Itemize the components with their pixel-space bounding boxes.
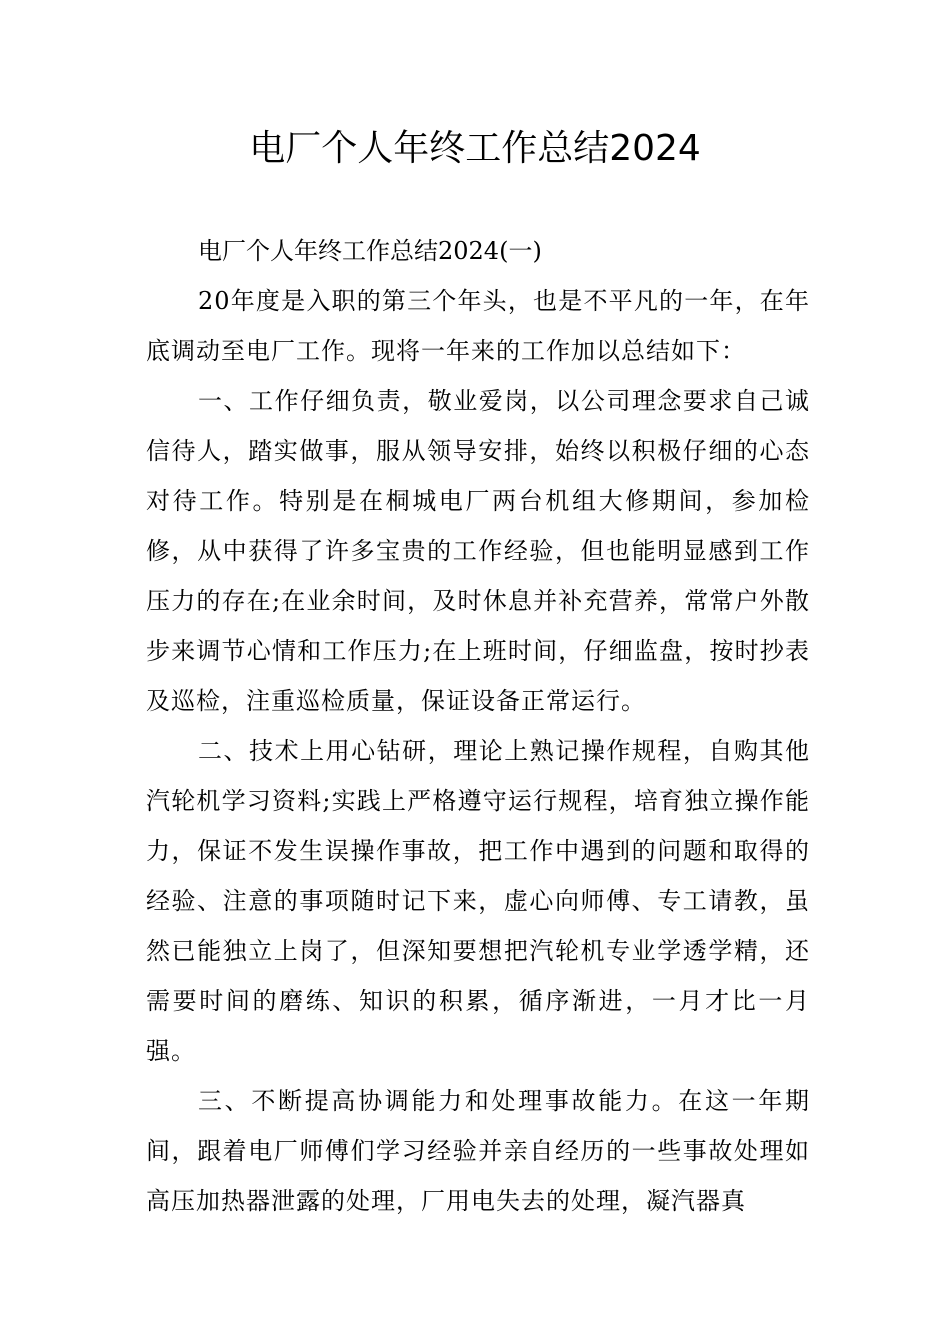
section-subtitle: 电厂个人年终工作总结2024(一) [198, 237, 542, 265]
paragraph-coordination: 三、不断提高协调能力和处理事故能力。在这一年期间，跟着电厂师傅们学习经验并亲自经历的一些事故处理如高压加热器泄露的处理，厂用电失去的处理，凝汽器真 [146, 1087, 810, 1215]
document-title: 电厂个人年终工作总结2024 [249, 128, 701, 169]
paragraph-technical-study: 二、技术上用心钻研，理论上熟记操作规程，自购其他汽轮机学习资料;实践上严格遵守运行规程，培育独立操作能力，保证不发生误操作事故，把工作中遇到的问题和取得的经验、注意的事项随时记下来，虚心向师傅、专工请教，虽然已能独立上岗了，但深知要想把汽轮机专业学透学精，还需要时间的磨练、知识的积累，循序渐进，一月才比一月强。 [146, 737, 810, 1065]
paragraph-work-attitude: 一、工作仔细负责，敬业爱岗，以公司理念要求自己诚信待人，踏实做事，服从领导安排，始终以积极仔细的心态对待工作。特别是在桐城电厂两台机组大修期间，参加检修，从中获得了许多宝贵的工作经验，但也能明显感到工作压力的存在;在业余时间，及时休息并补充营养，常常户外散步来调节心情和工作压力;在上班时间，仔细监盘，按时抄表及巡检，注重巡检质量，保证设备正常运行。 [146, 387, 810, 715]
document-body [146, 226, 810, 1226]
paragraph-intro: 20年度是入职的第三个年头，也是不平凡的一年，在年底调动至电厂工作。现将一年来的工作加以总结如下： [146, 287, 810, 365]
